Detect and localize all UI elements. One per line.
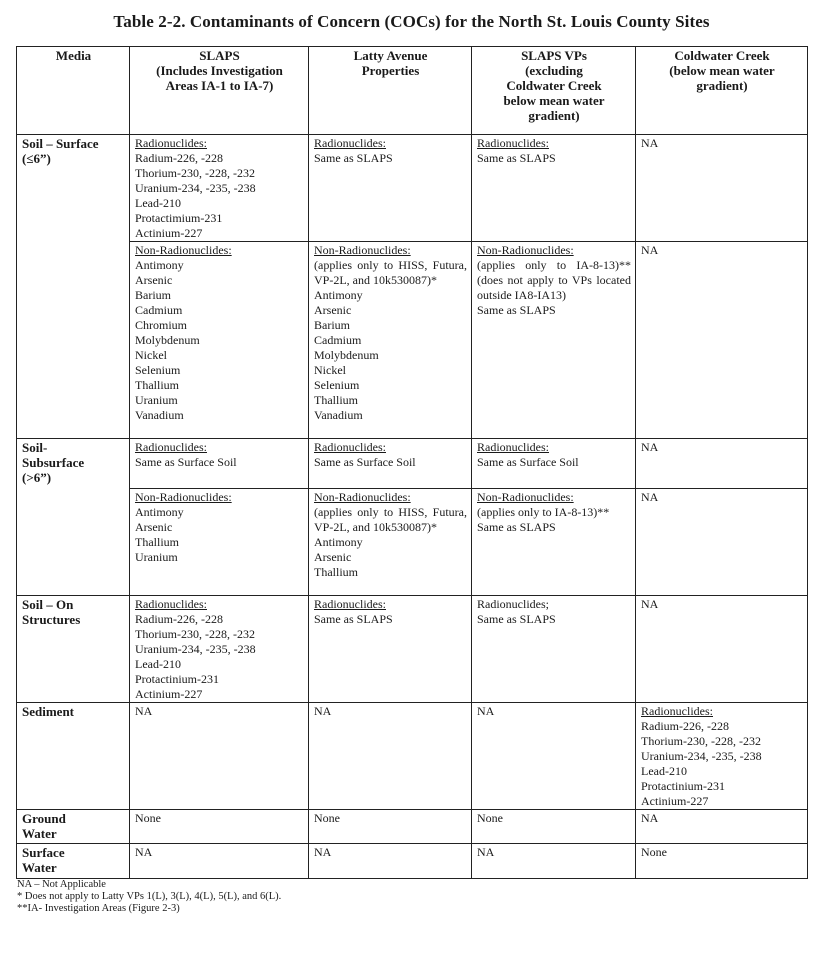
cell-latty-groundwater: None — [309, 810, 472, 844]
table-row — [17, 844, 808, 879]
cell-creek-structures: NA — [636, 596, 808, 703]
cell-slaps-structures-rad: Radionuclides: Radium-226, -228 Thorium-230, -228, -232 Uranium-234, -235, -238 Lead-210 Protactinium-231 Actinium-227 — [130, 596, 309, 703]
header-creek: Coldwater Creek (below mean water gradient) — [636, 47, 808, 135]
cell-latty-subsurface-rad: Radionuclides: Same as Surface Soil — [309, 439, 472, 489]
cell-latty-surface-rad: Radionuclides: Same as SLAPS — [309, 135, 472, 242]
table-title: Table 2-2. Contaminants of Concern (COCs) for the North St. Louis County Sites — [113, 12, 710, 31]
cell-slaps-sediment: NA — [130, 703, 309, 810]
cell-slaps-subsurface-nonrad: Non-Radionuclides: Antimony Arsenic Thallium Uranium — [130, 489, 309, 596]
cell-slaps-subsurface-rad: Radionuclides: Same as Surface Soil — [130, 439, 309, 489]
cell-creek-surface-nonrad: NA — [636, 242, 808, 439]
cell-vps-sediment: NA — [472, 703, 636, 810]
cell-creek-sediment: Radionuclides: Radium-226, -228 Thorium-230, -228, -232 Uranium-234, -235, -238 Lead-210 Protactinium-231 Actinium-227 — [636, 703, 808, 810]
cell-vps-groundwater: None — [472, 810, 636, 844]
cell-slaps-surface-rad: Radionuclides: Radium-226, -228 Thorium-230, -228, -232 Uranium-234, -235, -238 Lead-210 Protactimium-231 Actinium-227 — [130, 135, 309, 242]
footnotes — [17, 879, 281, 915]
cell-creek-groundwater: NA — [636, 810, 808, 844]
cell-vps-surface-nonrad: Non-Radionuclides: (applies only to IA-8-13)**(does not apply to VPs located outside IA8-IA13) Same as SLAPS — [472, 242, 636, 439]
cell-creek-subsurface-nonrad: NA — [636, 489, 808, 596]
media-surface-water: Surface Water — [17, 844, 130, 879]
header-slaps: SLAPS (Includes Investigation Areas IA-1 to IA-7) — [130, 47, 309, 135]
cell-slaps-surface-nonrad: Non-Radionuclides: Antimony Arsenic Barium Cadmium Chromium Molybdenum Nickel Selenium Thallium Uranium Vanadium — [130, 242, 309, 439]
media-soil-subsurface: Soil- Subsurface (>6”) — [17, 439, 130, 596]
table-row — [17, 703, 808, 810]
table-row — [17, 439, 808, 489]
media-sediment: Sediment — [17, 703, 130, 810]
table-row — [17, 810, 808, 844]
cell-vps-structures-rad: Radionuclides; Same as SLAPS — [472, 596, 636, 703]
cell-latty-subsurface-nonrad: Non-Radionuclides: (applies only to HISS, Futura, VP-2L, and 10k530087)* Antimony Arsenic Thallium — [309, 489, 472, 596]
header-vps: SLAPS VPs (excluding Coldwater Creek below mean water gradient) — [472, 47, 636, 135]
table-row — [17, 135, 808, 242]
cell-creek-surfacewater: None — [636, 844, 808, 879]
cell-vps-surface-rad: Radionuclides: Same as SLAPS — [472, 135, 636, 242]
header-latty: Latty Avenue Properties — [309, 47, 472, 135]
cell-slaps-surfacewater: NA — [130, 844, 309, 879]
media-soil-structures: Soil – On Structures — [17, 596, 130, 703]
table-row — [17, 596, 808, 703]
cell-creek-subsurface-rad: NA — [636, 439, 808, 489]
footnote-ia: **IA- Investigation Areas (Figure 2-3) — [17, 903, 180, 914]
cell-latty-surfacewater: NA — [309, 844, 472, 879]
cell-vps-subsurface-rad: Radionuclides: Same as Surface Soil — [472, 439, 636, 489]
cell-slaps-groundwater: None — [130, 810, 309, 844]
footnote-latty: * Does not apply to Latty VPs 1(L), 3(L), 4(L), 5(L), and 6(L). — [17, 891, 282, 902]
table-row — [17, 242, 808, 439]
table-row — [17, 489, 808, 596]
media-ground-water: Ground Water — [17, 810, 130, 844]
cell-vps-surfacewater: NA — [472, 844, 636, 879]
cell-latty-structures-rad: Radionuclides: Same as SLAPS — [309, 596, 472, 703]
header-media: Media — [17, 47, 130, 135]
footnote-na: NA – Not Applicable — [17, 879, 106, 890]
cell-vps-subsurface-nonrad: Non-Radionuclides: (applies only to IA-8-13)** Same as SLAPS — [472, 489, 636, 596]
cell-creek-surface-rad: NA — [636, 135, 808, 242]
cell-latty-sediment: NA — [309, 703, 472, 810]
coc-table — [16, 46, 808, 879]
cell-latty-surface-nonrad: Non-Radionuclides: (applies only to HISS, Futura, VP-2L, and 10k530087)* Antimony Arsenic Barium Cadmium Molybdenum Nickel Selenium Thallium Vanadium — [309, 242, 472, 439]
media-soil-surface: Soil – Surface (≤6”) — [17, 135, 130, 439]
header-row — [17, 47, 808, 135]
